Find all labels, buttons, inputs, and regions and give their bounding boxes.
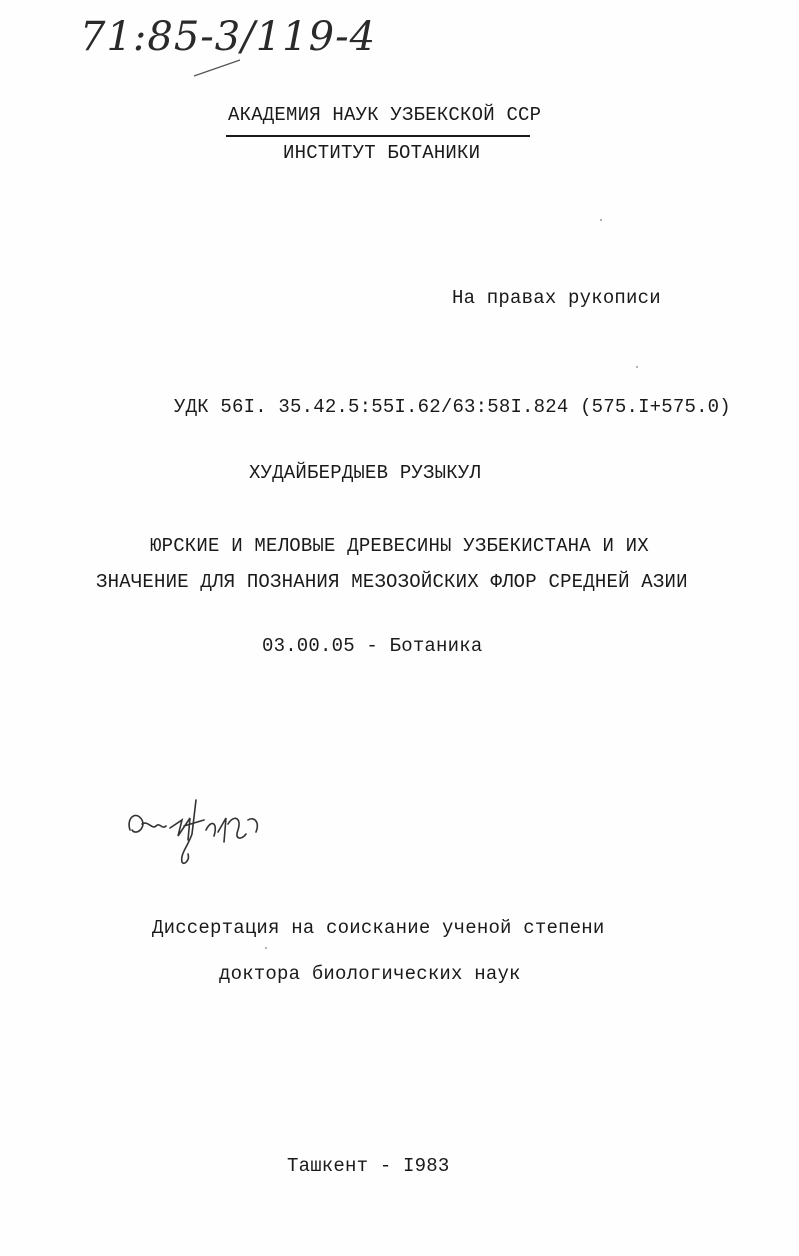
thesis-title-line-1: ЮРСКИЕ И МЕЛОВЫЕ ДРЕВЕСИНЫ УЗБЕКИСТАНА И ИХ bbox=[150, 535, 649, 557]
institute-heading: ИНСТИТУТ БОТАНИКИ bbox=[283, 142, 481, 164]
specialty-code: 03.00.05 - Ботаника bbox=[262, 635, 483, 657]
degree-line-1: Диссертация на соискание ученой степени bbox=[152, 917, 605, 939]
manuscript-note: На правах рукописи bbox=[452, 287, 661, 309]
handwritten-signature bbox=[122, 790, 272, 870]
archive-code: 71:85-3/119-4 bbox=[80, 14, 377, 60]
paper-speck bbox=[265, 947, 267, 949]
place-and-year: Ташкент - I983 bbox=[287, 1155, 450, 1177]
degree-line-2: доктора биологических наук bbox=[219, 963, 521, 985]
archive-code-underline bbox=[192, 58, 242, 78]
paper-speck bbox=[600, 219, 602, 221]
academy-heading: АКАДЕМИЯ НАУК УЗБЕКСКОЙ ССР bbox=[228, 104, 542, 126]
thesis-title-line-2: ЗНАЧЕНИЕ ДЛЯ ПОЗНАНИЯ МЕЗОЗОЙСКИХ ФЛОР СРЕДНЕЙ АЗИИ bbox=[96, 571, 688, 593]
header-rule bbox=[226, 135, 530, 137]
udc-code: УДК 56I. 35.42.5:55I.62/63:58I.824 (575.I+575.0) bbox=[174, 396, 731, 418]
paper-speck bbox=[636, 366, 638, 368]
author-name: ХУДАЙБЕРДЫЕВ РУЗЫКУЛ bbox=[249, 462, 482, 484]
